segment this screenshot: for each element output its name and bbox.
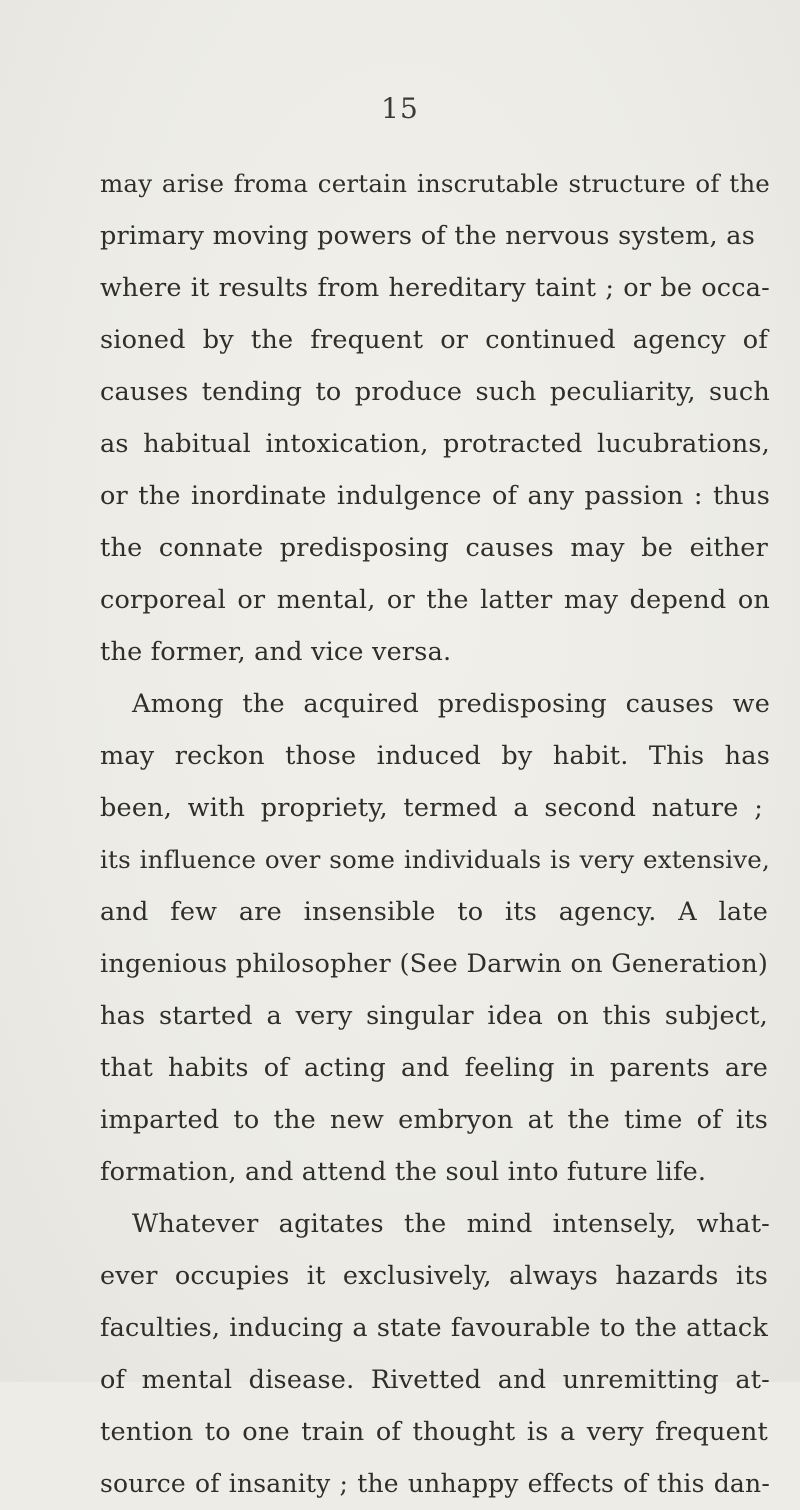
text-line: or the inordinate indulgence of any passion : thus xyxy=(100,481,770,511)
text-line: primary moving powers of the nervous system, as xyxy=(100,221,755,251)
text-line: tention to one train of thought is a very frequent xyxy=(100,1417,768,1447)
text-line: has started a very singular idea on this subject, xyxy=(100,1001,768,1031)
text-line: ingenious philosopher (See Darwin on Generation) xyxy=(100,949,768,979)
text-line: as habitual intoxication, protracted lucubrations, xyxy=(100,429,770,459)
text-line: Among the acquired predisposing causes we xyxy=(132,689,770,719)
text-line: and few are insensible to its agency. A late xyxy=(100,897,768,927)
text-line: its influence over some individuals is very extensive, xyxy=(100,845,770,874)
page-number: 15 xyxy=(381,92,419,125)
text-line: of mental disease. Rivetted and unremitting at- xyxy=(100,1365,770,1395)
text-line: faculties, inducing a state favourable to the attack xyxy=(100,1313,768,1343)
text-line: causes tending to produce such peculiarity, such xyxy=(100,377,770,407)
text-line: the former, and vice versa. xyxy=(100,637,452,667)
text-line: corporeal or mental, or the latter may depend on xyxy=(100,585,770,615)
text-line: Whatever agitates the mind intensely, what- xyxy=(132,1209,770,1239)
text-line: sioned by the frequent or continued agency of xyxy=(100,325,768,355)
text-line: may reckon those induced by habit. This has xyxy=(100,741,770,771)
text-line: ever occupies it exclusively, always hazards its xyxy=(100,1261,768,1291)
text-line: that habits of acting and feeling in parents are xyxy=(100,1053,768,1083)
text-line: the connate predisposing causes may be either xyxy=(100,533,768,563)
text-line: imparted to the new embryon at the time of its xyxy=(100,1105,768,1135)
text-line: formation, and attend the soul into future life. xyxy=(100,1157,707,1187)
text-line: source of insanity ; the unhappy effects of this dan- xyxy=(100,1469,770,1498)
text-line: may arise froma certain inscrutable structure of the xyxy=(100,169,770,198)
text-line: where it results from hereditary taint ; or be occa- xyxy=(100,273,770,303)
text-line: been, with propriety, termed a second nature ; xyxy=(100,793,763,823)
